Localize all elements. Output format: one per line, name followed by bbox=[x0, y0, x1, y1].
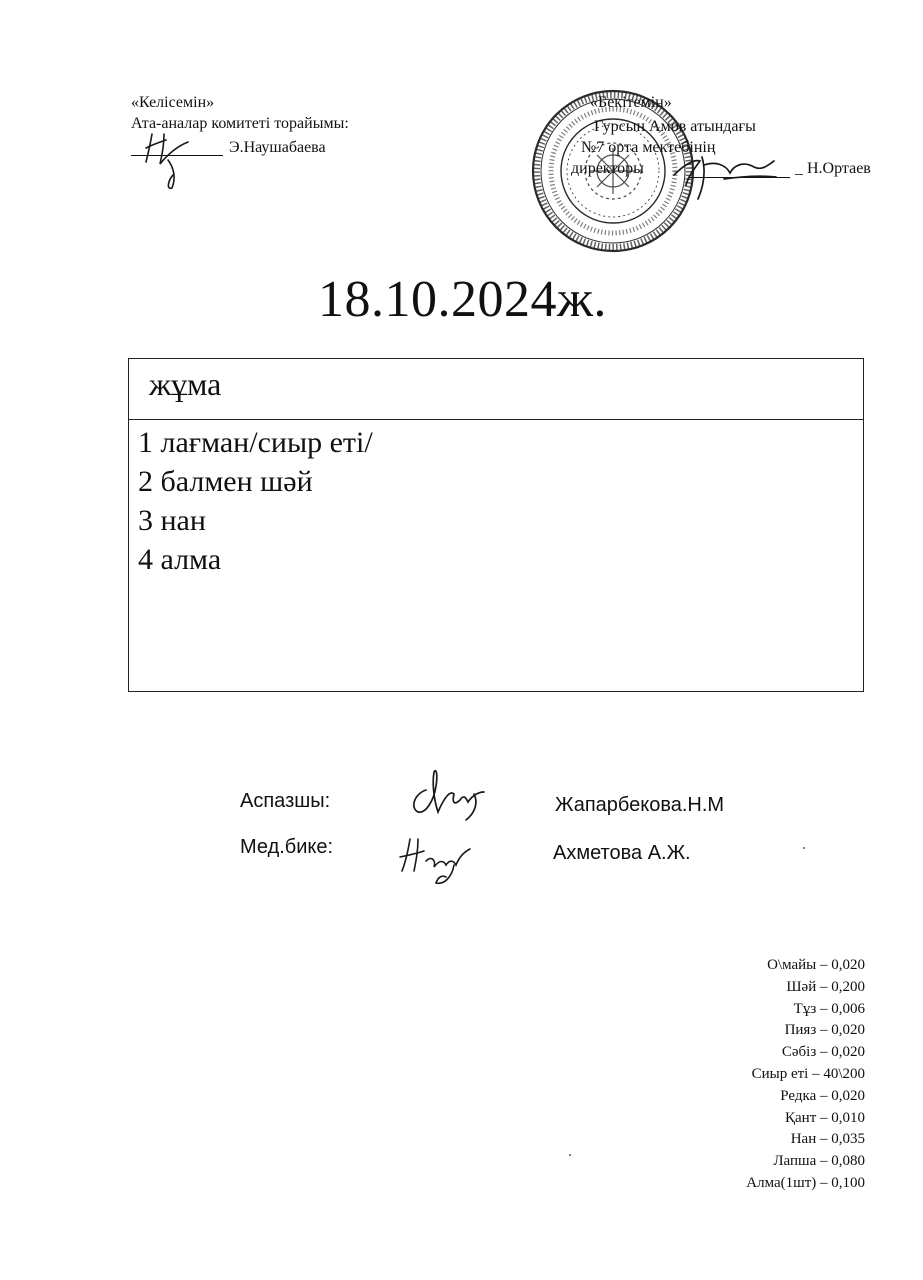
ingredients-list bbox=[680, 955, 865, 1195]
ingredient-item: Алма(1шт) – 0,100 bbox=[746, 1174, 865, 1191]
approval-name: _ Н.Ортаев bbox=[795, 160, 871, 177]
ingredient-item: Нан – 0,035 bbox=[790, 1131, 865, 1148]
menu-table bbox=[128, 358, 864, 692]
approval-title: «Бекітемін» bbox=[590, 94, 672, 111]
nurse-name: Ахметова А.Ж. bbox=[553, 842, 691, 864]
approval-school-number: №7 орта мектебінің bbox=[581, 139, 716, 156]
nurse-label: Мед.бике: bbox=[240, 836, 334, 858]
approval-school-line: Гурсын Амов атындағы bbox=[594, 118, 756, 135]
ingredient-item: Пияз – 0,020 bbox=[784, 1022, 865, 1039]
scan-speck bbox=[569, 1154, 571, 1156]
cook-signature-icon bbox=[404, 760, 494, 828]
approval-position: директоры bbox=[571, 160, 644, 177]
ingredient-item: Лапша – 0,080 bbox=[773, 1153, 865, 1170]
ingredient-item: Сәбіз – 0,020 bbox=[781, 1044, 865, 1061]
ingredient-item: Сиыр еті – 40\200 bbox=[751, 1065, 865, 1082]
cook-label: Аспазшы: bbox=[240, 790, 331, 812]
menu-item: 2 балмен шәй bbox=[138, 465, 313, 498]
menu-date: 18.10.2024ж. bbox=[318, 271, 607, 328]
ingredient-item: Редка – 0,020 bbox=[780, 1087, 865, 1104]
agreement-name: Э.Наушабаева bbox=[229, 139, 326, 156]
ingredient-item: Қант – 0,010 bbox=[785, 1109, 865, 1126]
ingredient-item: О\майы – 0,020 bbox=[767, 957, 865, 973]
director-signature-icon bbox=[664, 135, 794, 205]
ingredient-item: Шәй – 0,200 bbox=[786, 978, 865, 995]
ingredient-item: Тұз – 0,006 bbox=[793, 1000, 865, 1017]
menu-day: жұма bbox=[149, 366, 222, 402]
agreement-title: «Келісемін» bbox=[131, 94, 215, 111]
agreement-signature-icon bbox=[138, 124, 198, 194]
menu-header-row bbox=[129, 359, 863, 420]
menu-items-list bbox=[138, 423, 373, 579]
menu-item: 4 алма bbox=[138, 543, 222, 576]
menu-item: 1 лағман/сиыр еті/ bbox=[138, 426, 373, 459]
cook-name: Жапарбекова.Н.М bbox=[555, 794, 725, 816]
menu-item: 3 нан bbox=[138, 504, 206, 537]
nurse-signature-icon bbox=[392, 825, 482, 895]
scan-speck bbox=[803, 847, 805, 849]
agreement-role: Ата-аналар комитеті торайымы: bbox=[131, 115, 349, 132]
